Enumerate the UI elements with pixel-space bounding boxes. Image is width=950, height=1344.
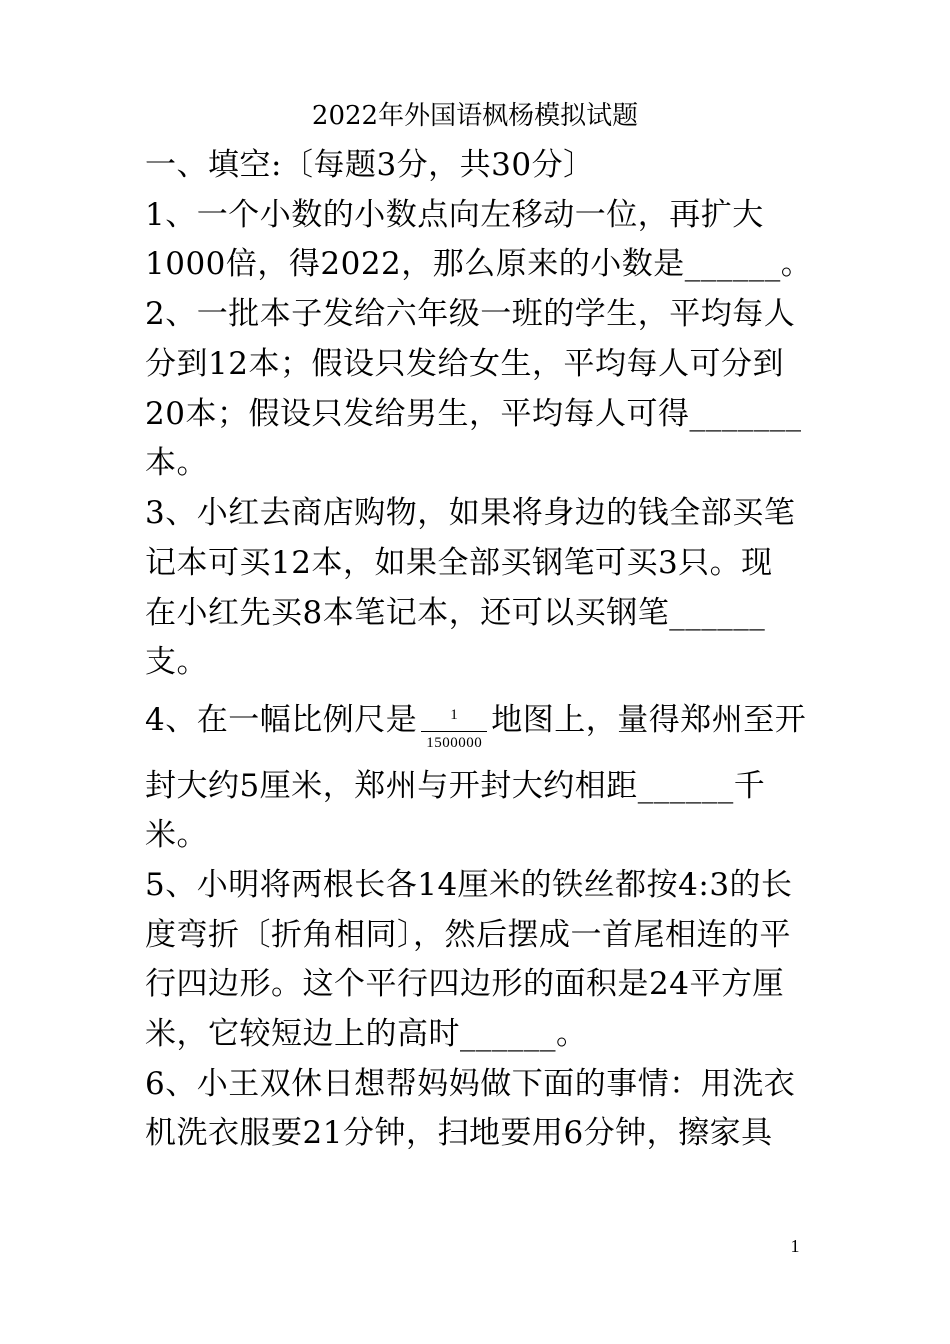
question-1-line-1: 1、一个小数的小数点向左移动一位，再扩大 bbox=[145, 197, 764, 233]
question-2-line-3: 20本；假设只发给男生，平均每人可得_______ bbox=[145, 396, 802, 432]
question-5-line-2: 度弯折〔折角相同〕，然后摆成一首尾相连的平 bbox=[145, 917, 791, 953]
question-5-line-4: 米，它较短边上的高时______。 bbox=[145, 1016, 588, 1052]
question-2-line-4: 本。 bbox=[145, 445, 208, 481]
question-3-line-4: 支。 bbox=[145, 644, 208, 680]
question-4-line-1 bbox=[145, 698, 807, 751]
question-4-line-2: 封大约5厘米，郑州与开封大约相距______千 bbox=[145, 768, 766, 804]
question-2-line-2: 分到12本；假设只发给女生，平均每人可分到 bbox=[145, 346, 784, 382]
question-3-line-3: 在小红先买8本笔记本，还可以买钢笔______ bbox=[145, 595, 766, 631]
page-title: 2022年外国语枫杨模拟试题 bbox=[311, 101, 639, 131]
fraction-denominator: 1500000 bbox=[426, 735, 483, 751]
question-4-text-before: 4、在一幅比例尺是 bbox=[145, 702, 418, 738]
fraction-numerator: 1 bbox=[450, 707, 459, 723]
question-4-line-3: 米。 bbox=[145, 817, 208, 853]
question-5-line-1: 5、小明将两根长各14厘米的铁丝都按4:3的长 bbox=[145, 867, 793, 903]
question-1-line-2: 1000倍，得2022，那么原来的小数是______。 bbox=[145, 246, 813, 282]
question-6-line-2: 机洗衣服要21分钟，扫地要用6分钟，擦家具 bbox=[145, 1115, 773, 1151]
page-number: 1 bbox=[790, 1236, 800, 1256]
question-5-line-3: 行四边形。这个平行四边形的面积是24平方厘 bbox=[145, 966, 784, 1002]
question-4-text-after: 地图上，量得郑州至开 bbox=[491, 702, 807, 738]
question-2-line-1: 2、一批本子发给六年级一班的学生，平均每人 bbox=[145, 296, 796, 332]
question-3-line-2: 记本可买12本，如果全部买钢笔可买3只。现 bbox=[145, 545, 773, 581]
scale-fraction bbox=[419, 698, 489, 751]
fraction-bar bbox=[421, 731, 487, 732]
question-6-line-1: 6、小王双休日想帮妈妈做下面的事情：用洗衣 bbox=[145, 1066, 796, 1102]
section-heading: 一、填空:〔每题3分，共30分〕 bbox=[145, 147, 595, 183]
question-3-line-1: 3、小红去商店购物，如果将身边的钱全部买笔 bbox=[145, 495, 796, 531]
